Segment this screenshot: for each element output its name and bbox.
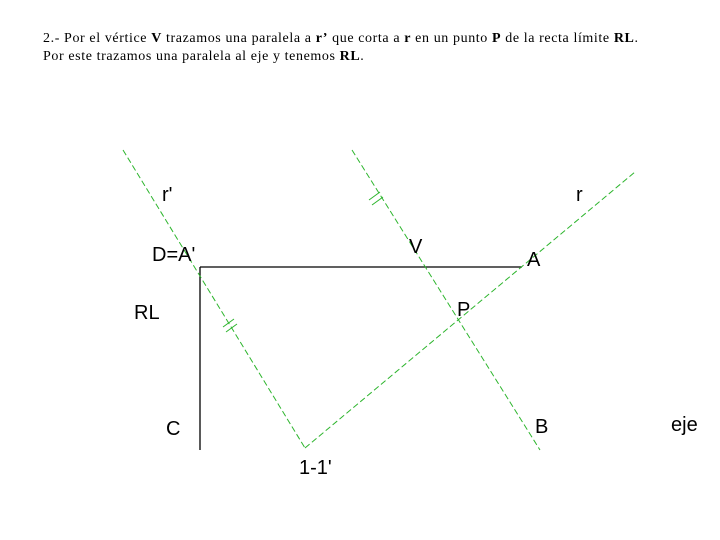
caption-text: trazamos una paralela a [161,31,316,46]
caption-text: en un punto [411,31,492,46]
parallel-tick-mark [226,324,237,332]
label-r: r [576,184,583,206]
caption-text: Por este trazamos una paralela al eje y tenemos [43,49,340,64]
caption-bold: r’ [315,31,329,46]
line-r-prime [123,150,305,448]
label-r-prime: r' [162,184,173,206]
caption-bold: RL [613,31,635,46]
label-rl: RL [134,302,160,324]
caption-text: 2.- Por el vértice [43,31,152,46]
label-c: C [166,418,181,440]
label-p: P [457,299,471,321]
caption-text: de la recta límite [501,31,614,46]
line-parallel-through-v [352,150,540,450]
label-v: V [409,236,423,258]
caption-text: . [360,49,365,64]
caption-bold: r [404,31,412,46]
label-eje: eje [671,414,698,436]
label-d-a-prime: D=A' [152,244,196,266]
parallel-tick-mark [372,197,383,205]
label-b: B [535,416,549,438]
caption-bold: RL [339,49,361,64]
parallel-tick-mark [369,192,380,200]
caption-text: . [634,31,639,46]
label-a: A [527,249,541,271]
caption-bold: V [151,31,162,46]
parallel-tick-mark [223,319,234,327]
label-1-1-prime: 1-1' [299,457,332,479]
caption-text: que corta a [328,31,405,46]
caption-bold: P [491,31,502,46]
